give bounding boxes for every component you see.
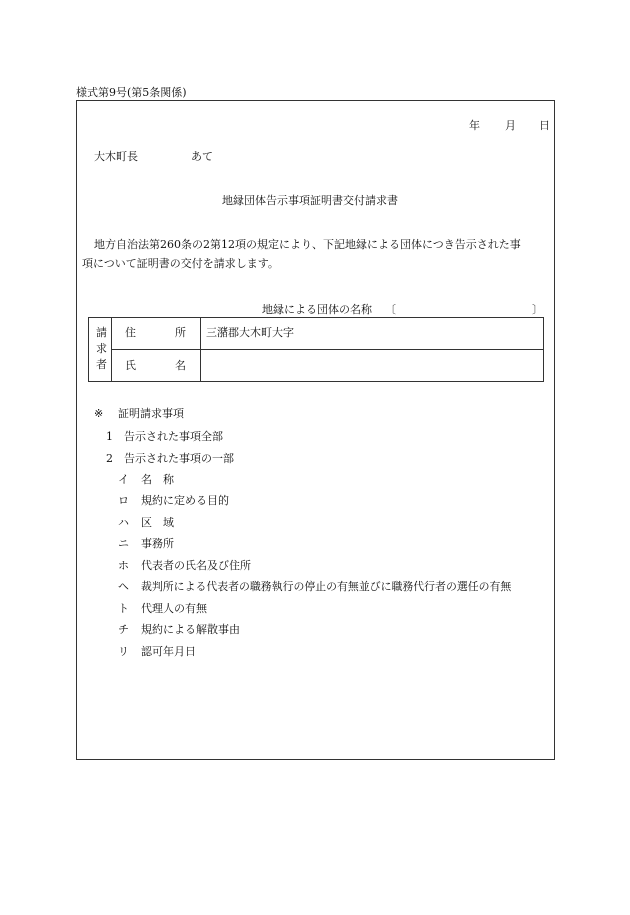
org-name-input[interactable] [400,302,532,317]
name-label-char-1: 氏 [125,359,136,372]
address-label-char-2: 所 [175,326,186,339]
org-name-open-bracket: 〔 [385,303,396,316]
sub-item-mark: ヘ [118,580,129,593]
table-divider [111,349,543,350]
address-value[interactable]: 三潴郡大木町大字 [206,326,294,339]
addressee-name: 大木町長 [94,150,138,163]
name-label-char-2: 名 [175,359,186,372]
requester-side-label-1: 請 [96,326,107,339]
sub-item-text: 規約に定める目的 [141,494,229,507]
sub-item-text: 規約による解散事由 [141,623,240,636]
sub-item-mark: イ [118,473,129,486]
address-label-char-1: 住 [125,326,136,339]
document-title: 地縁団体告示事項証明書交付請求書 [222,194,398,207]
org-name-close-bracket: 〕 [532,303,543,316]
name-value[interactable] [206,359,536,375]
option-1-text: 告示された事項全部 [124,430,223,443]
requester-side-label-3: 者 [96,358,107,371]
body-text-line-1: 地方自治法第260条の2第12項の規定により、下記地縁による団体につき告示された事 [94,238,521,251]
addressee-suffix: あて [191,150,213,163]
requester-side-label-2: 求 [96,342,107,355]
items-heading: 証明請求事項 [118,407,184,420]
sub-item-mark: ハ [118,516,129,529]
sub-item-text: 事務所 [141,537,174,550]
sub-item-text: 代表者の氏名及び住所 [141,559,251,572]
date-day-label: 日 [539,119,550,132]
sub-item-text: 認可年月日 [141,645,196,658]
sub-item-text: 名 称 [141,473,174,486]
sub-item-text: 区 域 [141,516,174,529]
form-number-label: 様式第9号(第5条関係) [76,86,187,99]
option-1-number: 1 [106,430,113,443]
date-month-label: 月 [505,119,516,132]
sub-item-mark: ロ [118,494,129,507]
sub-item-text: 代理人の有無 [141,602,207,615]
date-year-label: 年 [469,119,480,132]
note-mark: ※ [94,407,104,420]
sub-item-mark: ホ [118,559,129,572]
sub-item-mark: リ [118,645,129,658]
org-name-label: 地縁による団体の名称 [262,303,372,316]
sub-item-mark: チ [118,623,129,636]
body-text-line-2: 項について証明書の交付を請求します。 [82,257,279,270]
sub-item-text: 裁判所による代表者の職務執行の停止の有無並びに職務代行者の選任の有無 [141,580,512,593]
sub-item-mark: ニ [118,537,129,550]
option-2-number: 2 [106,452,113,465]
sub-item-mark: ト [118,602,129,615]
option-2-text: 告示された事項の一部 [124,452,234,465]
